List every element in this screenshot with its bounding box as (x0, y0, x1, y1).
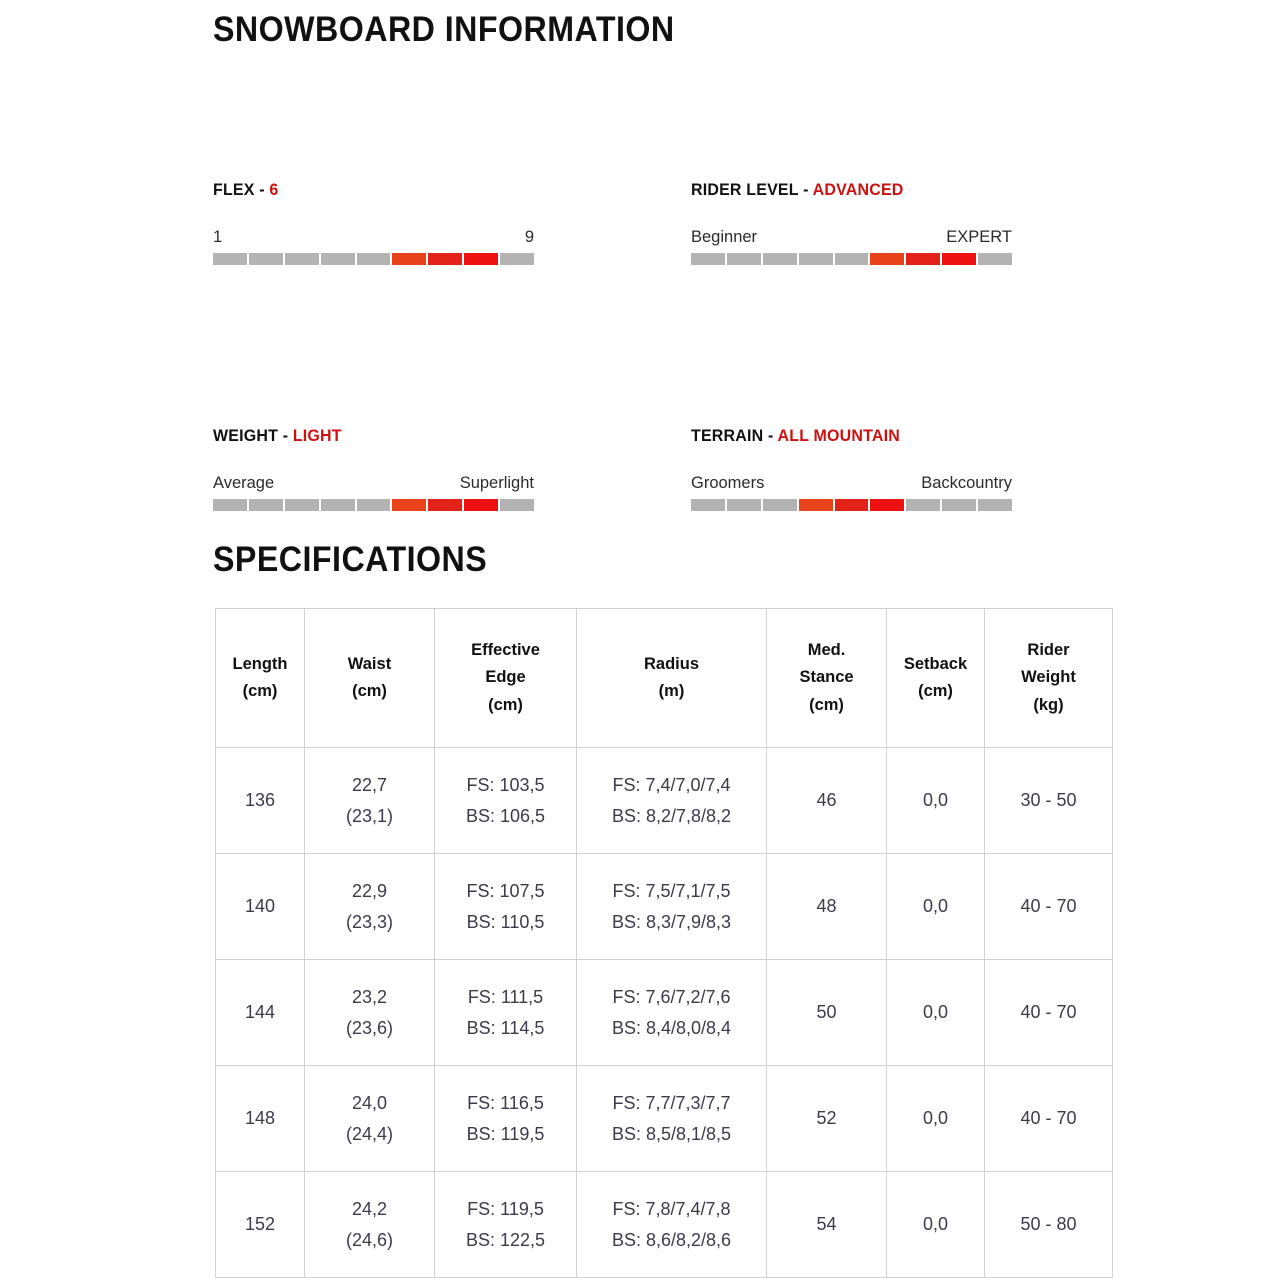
cell-med-stance: 48 (767, 854, 887, 960)
cell-edge-bs: BS: 119,5 (466, 1123, 545, 1144)
cell-radius (577, 748, 767, 854)
table-header-length (216, 609, 305, 748)
meter-flex-scale-left: 1 (213, 228, 223, 246)
meter-segment-inactive (285, 253, 319, 265)
cell-edge-fs: FS: 107,5 (466, 880, 545, 901)
meter-segment-active (835, 499, 869, 511)
cell-length: 136 (216, 748, 305, 854)
cell-length: 144 (216, 960, 305, 1066)
meter-flex-separator: - (259, 180, 265, 199)
cell-waist-line1: 22,7 (351, 774, 388, 795)
cell-effective-edge (435, 960, 577, 1066)
meter-segment-inactive (249, 253, 283, 265)
meter-flex-scale (213, 229, 534, 246)
meter-segment-inactive (763, 499, 797, 511)
cell-length: 140 (216, 854, 305, 960)
meter-terrain-scale-left: Groomers (691, 474, 765, 492)
header-rweight-name1: Rider (1027, 641, 1070, 660)
header-stance-name2: Stance (799, 668, 854, 687)
cell-waist-line2: (23,3) (345, 911, 394, 932)
cell-waist (305, 854, 435, 960)
meter-segment-inactive (321, 499, 355, 511)
specifications-title: SPECIFICATIONS (213, 540, 488, 579)
meter-segment-inactive (321, 253, 355, 265)
table-header-setback (887, 609, 985, 748)
meter-segment-active (428, 499, 462, 511)
cell-length: 152 (216, 1172, 305, 1278)
cell-waist-line1: 24,0 (351, 1092, 388, 1113)
header-waist-unit: (cm) (352, 682, 387, 700)
meter-weight (213, 426, 534, 511)
cell-radius-bs: BS: 8,5/8,1/8,5 (611, 1123, 732, 1144)
cell-setback: 0,0 (887, 854, 985, 960)
table-row (216, 854, 1113, 960)
cell-radius-fs: FS: 7,7/7,3/7,7 (612, 1092, 731, 1113)
meter-flex-scale-right: 9 (524, 228, 534, 246)
cell-waist-line2: (24,6) (345, 1229, 394, 1250)
meter-segment-inactive (249, 499, 283, 511)
cell-effective-edge (435, 1066, 577, 1172)
cell-radius (577, 1066, 767, 1172)
cell-waist (305, 1172, 435, 1278)
cell-edge-fs: FS: 119,5 (467, 1198, 544, 1219)
cell-radius-bs: BS: 8,6/8,2/8,6 (611, 1229, 732, 1250)
meter-segment-inactive (799, 253, 833, 265)
table-header-med-stance (767, 609, 887, 748)
meter-terrain-scale (691, 475, 1012, 492)
cell-waist (305, 1066, 435, 1172)
table-header-radius (577, 609, 767, 748)
cell-radius (577, 1172, 767, 1278)
cell-radius-fs: FS: 7,4/7,0/7,4 (612, 774, 731, 795)
meter-rider-level-scale (691, 229, 1012, 246)
header-length-name: Length (232, 654, 288, 673)
header-edge-name1: Effective (471, 641, 540, 660)
cell-radius-bs: BS: 8,3/7,9/8,3 (611, 911, 732, 932)
meter-segment-inactive (763, 253, 797, 265)
table-row (216, 1172, 1113, 1278)
table-header-effective-edge (435, 609, 577, 748)
cell-effective-edge (435, 854, 577, 960)
cell-rider-weight: 40 - 70 (985, 1066, 1113, 1172)
meter-segment-active (428, 253, 462, 265)
meter-rider-level-title (691, 180, 993, 200)
cell-setback: 0,0 (887, 748, 985, 854)
meter-segment-inactive (500, 499, 534, 511)
meter-segment-active (464, 253, 498, 265)
meter-segment-inactive (727, 499, 761, 511)
meter-rider-level-value: ADVANCED (812, 180, 904, 199)
header-radius-name: Radius (643, 654, 699, 673)
meter-flex-label: FLEX (213, 180, 255, 199)
cell-rider-weight: 30 - 50 (985, 748, 1113, 854)
header-setback-name: Setback (903, 654, 968, 673)
cell-effective-edge (435, 748, 577, 854)
cell-edge-fs: FS: 103,5 (466, 774, 545, 795)
meter-segment-inactive (978, 253, 1012, 265)
meter-weight-scale (213, 475, 534, 492)
specifications-table (215, 608, 1113, 1278)
cell-edge-bs: BS: 122,5 (465, 1229, 546, 1250)
cell-edge-bs: BS: 114,5 (466, 1017, 545, 1038)
cell-rider-weight: 50 - 80 (985, 1172, 1113, 1278)
meter-segment-inactive (213, 499, 247, 511)
meter-terrain (691, 426, 1012, 511)
meter-weight-title (213, 426, 515, 446)
cell-radius-bs: BS: 8,2/7,8/8,2 (611, 805, 732, 826)
meter-rider-level-separator: - (803, 180, 809, 199)
table-row (216, 960, 1113, 1066)
header-stance-name1: Med. (807, 641, 846, 660)
meter-weight-separator: - (282, 426, 289, 445)
meter-segment-active (392, 253, 426, 265)
table-row (216, 1066, 1113, 1172)
cell-waist-line1: 24,2 (351, 1198, 388, 1219)
meter-rider-level-bar (691, 253, 1012, 265)
meter-segment-inactive (691, 253, 725, 265)
cell-waist-line2: (24,4) (345, 1123, 394, 1144)
meter-terrain-separator: - (767, 426, 774, 445)
meter-weight-scale-left: Average (213, 474, 275, 492)
cell-radius-bs: BS: 8,4/8,0/8,4 (611, 1017, 732, 1038)
cell-waist (305, 960, 435, 1066)
meter-segment-inactive (213, 253, 247, 265)
table-header-row (216, 609, 1113, 748)
meter-flex-bar (213, 253, 534, 265)
cell-edge-fs: FS: 116,5 (467, 1092, 544, 1113)
meter-segment-active (870, 253, 904, 265)
meter-segment-inactive (357, 253, 391, 265)
header-edge-unit: (cm) (488, 695, 523, 714)
cell-waist-line1: 22,9 (351, 880, 388, 901)
meter-segment-inactive (942, 499, 976, 511)
cell-effective-edge (435, 1172, 577, 1278)
meter-weight-bar (213, 499, 534, 511)
cell-rider-weight: 40 - 70 (985, 960, 1113, 1066)
cell-radius-fs: FS: 7,6/7,2/7,6 (612, 986, 731, 1007)
meter-segment-inactive (691, 499, 725, 511)
table-header-waist (305, 609, 435, 748)
table-row (216, 748, 1113, 854)
meter-segment-active (942, 253, 976, 265)
header-rweight-unit: (kg) (1033, 695, 1064, 714)
meter-segment-inactive (285, 499, 319, 511)
cell-rider-weight: 40 - 70 (985, 854, 1113, 960)
cell-waist (305, 748, 435, 854)
table-body (216, 748, 1113, 1278)
header-waist-name: Waist (347, 654, 392, 673)
header-radius-unit: (m) (658, 682, 685, 700)
header-rweight-name2: Weight (1021, 668, 1076, 687)
meter-rider-level-scale-left: Beginner (691, 228, 758, 246)
meter-rider-level-scale-right: EXPERT (946, 228, 1012, 246)
meter-segment-inactive (357, 499, 391, 511)
meter-segment-active (464, 499, 498, 511)
meter-rider-level (691, 180, 1012, 265)
meter-segment-inactive (500, 253, 534, 265)
meter-segment-active (799, 499, 833, 511)
header-length-unit: (cm) (242, 682, 278, 700)
cell-med-stance: 46 (767, 748, 887, 854)
header-edge-name2: Edge (485, 668, 526, 687)
meter-flex-value: 6 (269, 180, 279, 199)
meter-segment-active (392, 499, 426, 511)
meter-weight-value: LIGHT (292, 426, 342, 445)
meter-segment-active (870, 499, 904, 511)
meter-weight-scale-right: Superlight (459, 474, 534, 492)
cell-length: 148 (216, 1066, 305, 1172)
meter-segment-inactive (835, 253, 869, 265)
meter-terrain-scale-right: Backcountry (921, 474, 1012, 492)
meter-terrain-label: TERRAIN (691, 426, 764, 445)
cell-setback: 0,0 (887, 1066, 985, 1172)
cell-setback: 0,0 (887, 960, 985, 1066)
cell-edge-fs: FS: 111,5 (467, 986, 544, 1007)
cell-waist-line1: 23,2 (351, 986, 388, 1007)
page-title: SNOWBOARD INFORMATION (213, 10, 675, 49)
cell-radius-fs: FS: 7,5/7,1/7,5 (612, 880, 731, 901)
meter-flex (213, 180, 534, 265)
cell-med-stance: 54 (767, 1172, 887, 1278)
meter-flex-title (213, 180, 515, 200)
table-header-rider-weight (985, 609, 1113, 748)
cell-med-stance: 52 (767, 1066, 887, 1172)
meter-terrain-title (691, 426, 993, 446)
meter-terrain-bar (691, 499, 1012, 511)
meter-segment-inactive (978, 499, 1012, 511)
meter-segment-inactive (906, 499, 940, 511)
cell-radius (577, 854, 767, 960)
cell-waist-line2: (23,6) (345, 1017, 394, 1038)
header-stance-unit: (cm) (809, 695, 844, 714)
cell-radius (577, 960, 767, 1066)
header-setback-unit: (cm) (918, 682, 953, 700)
meter-rider-level-label: RIDER LEVEL (691, 180, 799, 199)
cell-radius-fs: FS: 7,8/7,4/7,8 (612, 1198, 731, 1219)
cell-edge-bs: BS: 106,5 (465, 805, 546, 826)
meter-weight-label: WEIGHT (213, 426, 279, 445)
meter-terrain-value: ALL MOUNTAIN (777, 426, 900, 445)
cell-waist-line2: (23,1) (345, 805, 394, 826)
cell-edge-bs: BS: 110,5 (466, 911, 545, 932)
meter-segment-inactive (727, 253, 761, 265)
meter-segment-active (906, 253, 940, 265)
cell-setback: 0,0 (887, 1172, 985, 1278)
cell-med-stance: 50 (767, 960, 887, 1066)
